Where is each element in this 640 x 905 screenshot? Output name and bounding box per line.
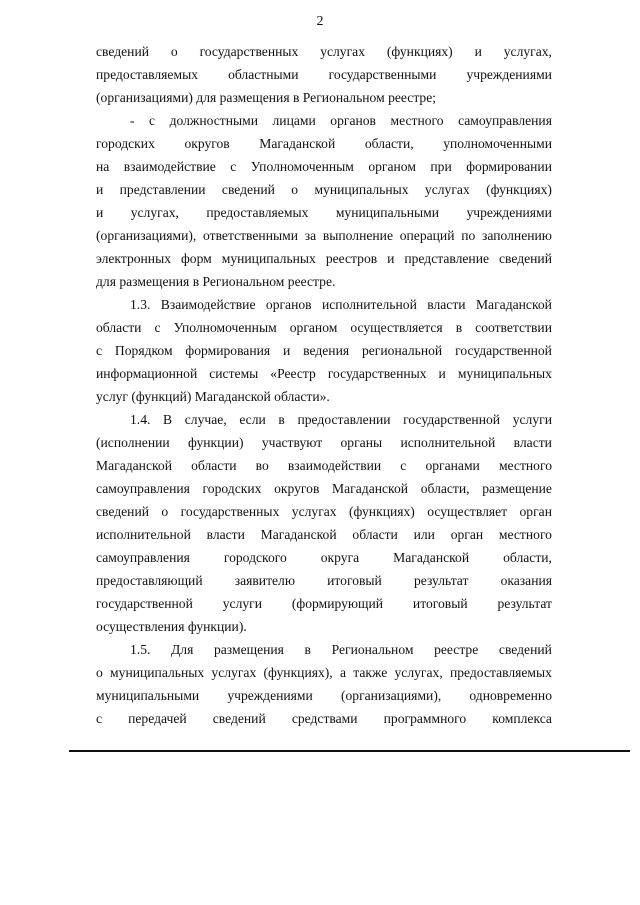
text-line: области с Уполномоченным органом осуществляется в соответствии [96,320,552,335]
text-line: предоставляемых областными государственными учреждениями [96,67,552,82]
text-line: 1.3. Взаимодействие органов исполнительной власти Магаданской [130,297,552,312]
text-line: (исполнении функции) участвуют органы исполнительной власти [96,435,552,450]
text-line: осуществления функции). [96,619,247,634]
footer-divider [69,750,630,752]
text-line: - с должностными лицами органов местного самоуправления [130,113,552,128]
text-line: исполнительной власти Магаданской области или орган местного [96,527,552,542]
text-line: и представлении сведений о муниципальных услугах (функциях) [96,182,552,197]
text-line: предоставляющий заявителю итоговый результат оказания [96,573,552,588]
text-line: и услугах, предоставляемых муниципальными учреждениями [96,205,552,220]
text-line: сведений о государственных услугах (функциях) осуществляет орган [96,504,552,519]
text-line: с передачей сведений средствами программного комплекса [96,711,552,726]
text-line: Магаданской области во взаимодействии с органами местного [96,458,552,473]
page-number: 2 [316,14,324,29]
text-line: 1.4. В случае, если в предоставлении государственной услуги [130,412,552,427]
text-line: (организациями), ответственными за выполнение операций по заполнению [96,228,552,243]
text-line: (организациями) для размещения в Региональном реестре; [96,90,437,105]
text-line: самоуправления городского округа Магаданской области, [96,550,552,565]
text-line: услуг (функций) Магаданской области». [96,389,330,404]
text-line: муниципальными учреждениями (организациями), одновременно [96,688,552,703]
text-line: на взаимодействие с Уполномоченным органом при формировании [96,159,552,174]
text-line: о муниципальных услугах (функциях), а также услугах, предоставляемых [96,665,552,680]
text-line: 1.5. Для размещения в Региональном реестре сведений [130,642,552,657]
text-line: государственной услуги (формирующий итоговый результат [96,596,552,611]
text-line: городских округов Магаданской области, уполномоченными [96,136,552,151]
text-line: электронных форм муниципальных реестров и представление сведений [96,251,552,266]
text-line: самоуправления городских округов Магаданской области, размещение [96,481,552,496]
text-line: сведений о государственных услугах (функциях) и услугах, [96,44,552,59]
text-line: информационной системы «Реестр государственных и муниципальных [96,366,552,381]
text-line: с Порядком формирования и ведения региональной государственной [96,343,552,358]
text-line: для размещения в Региональном реестре. [96,274,336,289]
